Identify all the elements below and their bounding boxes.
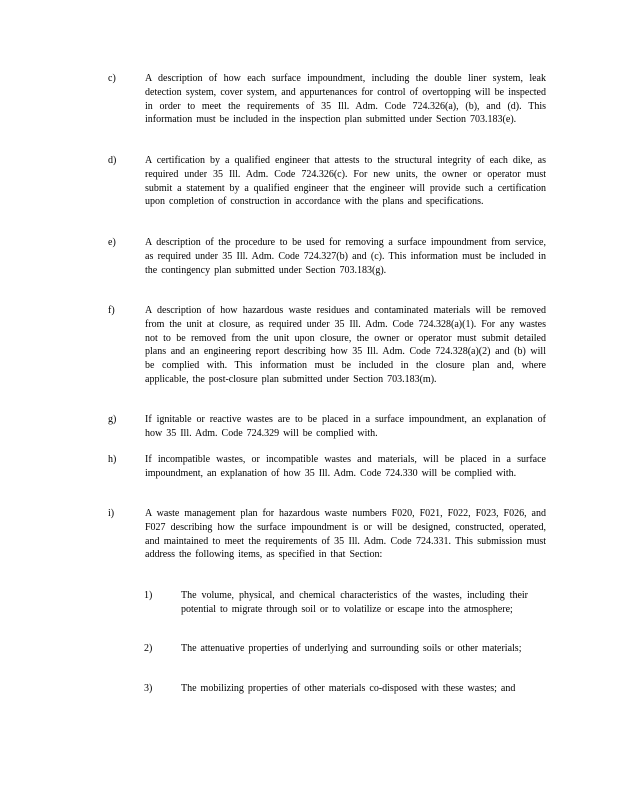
- paragraph-text: A description of how hazardous waste residues and contaminated materials will be removed from the unit at closure, as required under 35 Ill. Adm. Code 724.328(a)(1). For any wastes not to be removed from the unit upon closure, the owner or operator must submit detailed plans and an engineering report describing how 35 Ill. Adm. Code 724.328(a)(2) and (b) will be complied with. This information must be included in the closure plan and, where applicable, the post-closure plan submitted under Section 703.183(m).: [145, 305, 546, 385]
- paragraph-text: If incompatible wastes, or incompatible wastes and materials, will be placed in a surface impoundment, an explanation of how 35 Ill. Adm. Code 724.330 will be complied with.: [145, 454, 546, 479]
- paragraph-e: [108, 236, 546, 277]
- paragraph-f: [108, 304, 546, 387]
- paragraph-marker: c): [108, 73, 116, 84]
- subparagraph-marker: 2): [144, 643, 153, 654]
- paragraph-d: [108, 154, 546, 209]
- paragraph-marker: d): [108, 155, 117, 166]
- paragraph-marker: e): [108, 237, 116, 248]
- paragraph-marker: f): [108, 305, 115, 316]
- subparagraph-3: [144, 682, 528, 696]
- paragraph-text: A certification by a qualified engineer that attests to the structural integrity of each dike, as required under 35 Ill. Adm. Code 724.326(c). For new units, the owner or operator must submit a statement by a qualified engineer that the engineer will provide such a certification upon completion of construction in accordance with the plans and specifications.: [145, 155, 546, 208]
- subparagraph-1: [144, 589, 528, 617]
- paragraph-h: [108, 453, 546, 481]
- paragraph-c: [108, 72, 546, 127]
- paragraph-text: If ignitable or reactive wastes are to be placed in a surface impoundment, an explanation of how 35 Ill. Adm. Code 724.329 will be complied with.: [145, 414, 546, 439]
- subparagraph-marker: 1): [144, 590, 153, 601]
- subparagraph-text: The attenuative properties of underlying and surrounding soils or other materials;: [181, 643, 522, 654]
- paragraph-text: A description of how each surface impoundment, including the double liner system, leak detection system, cover system, and appurtenances for control of overtopping will be inspected in order to meet the requirements of 35 Ill. Adm. Code 724.326(a), (b), and (d). This information must be included in the inspection plan submitted under Section 703.183(e).: [145, 73, 546, 126]
- subparagraph-marker: 3): [144, 683, 153, 694]
- subparagraph-2: [144, 642, 528, 656]
- paragraph-marker: i): [108, 508, 115, 519]
- paragraph-g: [108, 413, 546, 441]
- paragraph-i: [108, 507, 546, 562]
- paragraph-text: A description of the procedure to be used for removing a surface impoundment from service, as required under 35 Ill. Adm. Code 724.327(b) and (c). This information must be included in the contingency plan submitted under Section 703.183(g).: [145, 237, 546, 276]
- paragraph-marker: h): [108, 454, 117, 465]
- paragraph-marker: g): [108, 414, 117, 425]
- subparagraph-text: The mobilizing properties of other materials co-disposed with these wastes; and: [181, 683, 516, 694]
- subparagraph-text: The volume, physical, and chemical characteristics of the wastes, including their potential to migrate through soil or to volatilize or escape into the atmosphere;: [181, 590, 528, 615]
- paragraph-text: A waste management plan for hazardous waste numbers F020, F021, F022, F023, F026, and F027 describing how the surface impoundment is or will be designed, constructed, operated, and maintained to meet the requirements of 35 Ill. Adm. Code 724.331. This submission must address the following items, as specified in that Section:: [145, 508, 546, 561]
